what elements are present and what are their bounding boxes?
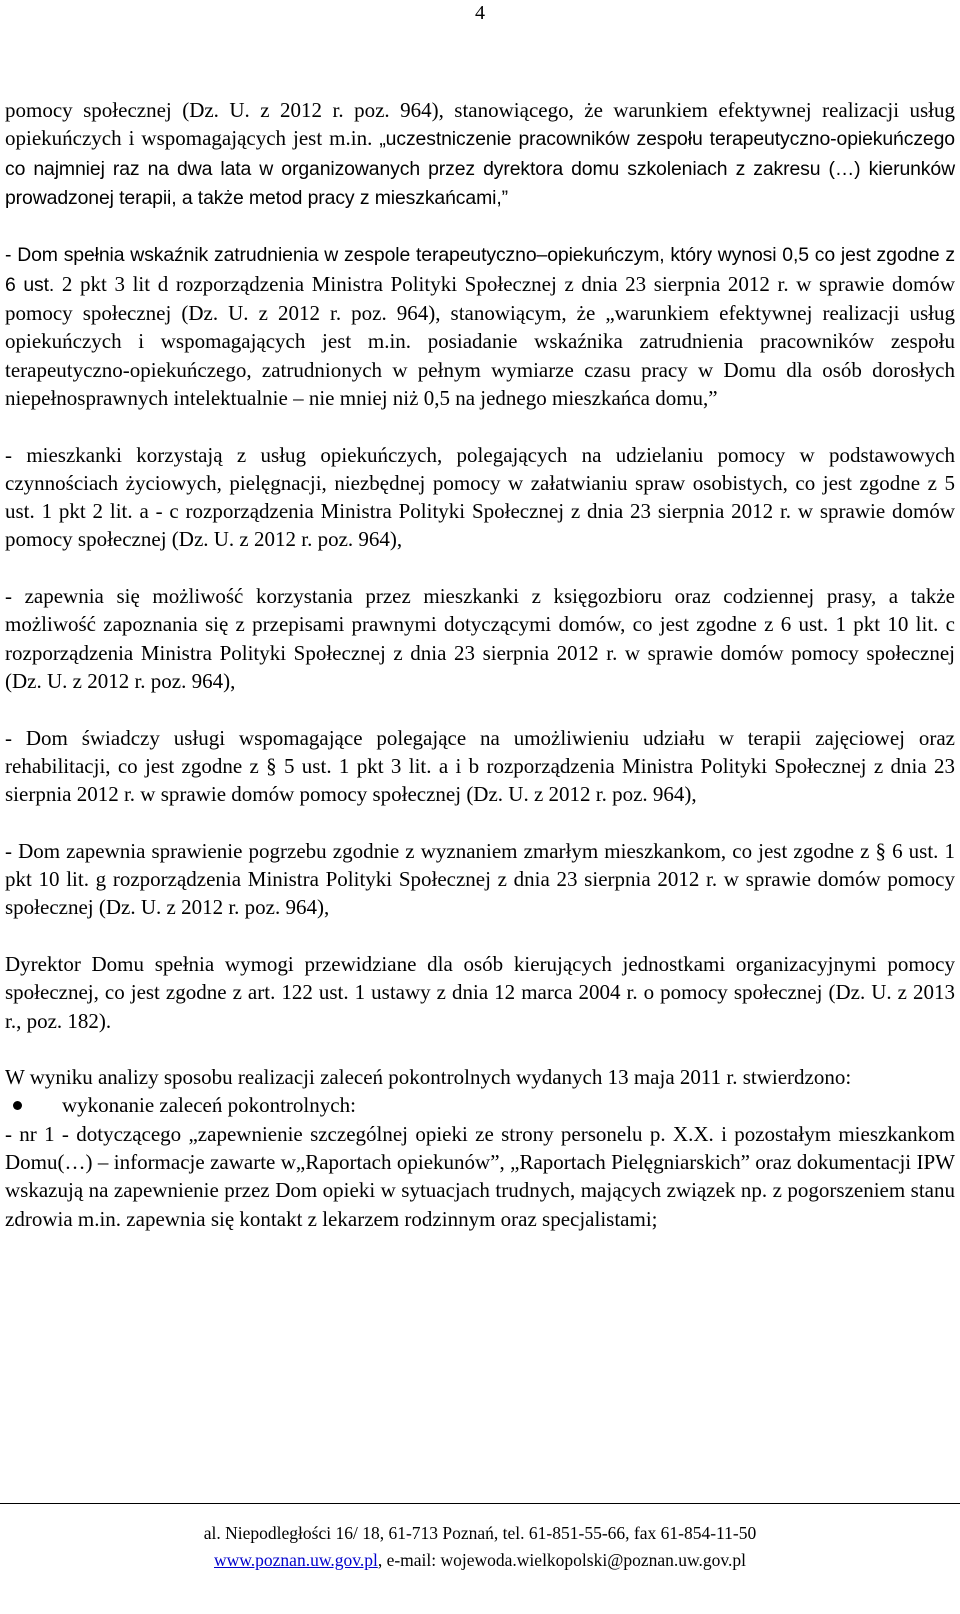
footer-email: , e-mail: wojewoda.wielkopolski@poznan.uw.gov.pl (377, 1550, 746, 1570)
paragraph-text: pomocy społecznej (Dz. U. z 2012 r. poz. 964), stanowiącego, że warunkiem efektywnej realizacji usług opiekuńczych i wspomagających jest m.in. (5, 98, 955, 151)
paragraph-director-requirements (5, 950, 955, 1035)
paragraph-text: Dyrektor Domu spełnia wymogi przewidziane dla osób kierujących jednostkami organizacyjnymi pomocy społecznej, co jest zgodne z art. 122 ust. 1 ustawy z dnia 12 marca 2004 r. o pomocy społecznej (Dz. U. z 2013 r., poz. 182). (5, 951, 955, 1033)
paragraph-text: - Dom zapewnia sprawienie pogrzebu zgodnie z wyznaniem zmarłym mieszkankom, co jest zgodne z § 6 ust. 1 pkt 10 lit. g rozporządzenia Ministra Polityki Społecznej z dnia 23 sierpnia 2012 r. w sprawie domów pomocy społecznej (Dz. U. z 2012 r. poz. 964), (5, 838, 955, 920)
paragraph-care-services (5, 441, 955, 554)
paragraph-therapy-services (5, 724, 955, 809)
paragraph-text: - Dom świadczy usługi wspomagające polegające na umożliwieniu udziału w terapii zajęciowej oraz rehabilitacji, co jest zgodne z § 5 ust. 1 pkt 3 lit. a i b rozporządzenia Ministra Polityki Społecznej z dnia 23 sierpnia 2012 r. w sprawie domów pomocy społecznej (Dz. U. z 2012 r. poz. 964), (5, 725, 955, 807)
footer-contact (0, 1547, 960, 1574)
paragraph-recommendation-1: - nr 1 - dotyczącego „zapewnienie szczególnej opieki ze strony personelu p. X.X. i pozostałym mieszkankom Domu(…) – informacje zawarte w„Raportach opiekunów”, „Raportach Pielęgniarskich” oraz dokumentacji IPW wskazują na zapewnienie przez Dom opieki w sytuacjach trudnych, mających związek np. z pogorszeniem stanu zdrowia m.in. zapewnia się kontakt z lekarzem rodzinnym oraz specjalistami; (5, 1121, 955, 1231)
paragraph-funeral (5, 837, 955, 922)
quoted-regulation-text: „uczestniczenie pracowników zespołu terapeutyczno-opiekuńczego co najmniej raz na dwa lata w organizowanych przez dyrektora domu szkoleniach z zakresu (…) kierunków prowadzonej terapii, a także metod pracy z mieszkańcami,” (5, 128, 955, 209)
paragraph-text: - mieszkanki korzystają z usług opiekuńczych, polegających na udzielaniu pomocy w podstawowych czynnościach życiowych, pielęgnacji, niezbędnej pomocy w załatwianiu spraw osobistych, co jest zgodne z 5 ust. 1 pkt 2 lit. a - c rozporządzenia Ministra Polityki Społecznej z dnia 23 sierpnia 2012 r. w sprawie domów pomocy społecznej (Dz. U. z 2012 r. poz. 964), (5, 442, 955, 552)
page-number: 4 (475, 2, 485, 24)
paragraph-continuation (5, 96, 955, 212)
paragraph-employment-ratio (5, 240, 955, 412)
footer-divider (0, 1503, 960, 1504)
website-link[interactable]: www.poznan.uw.gov.pl (214, 1550, 378, 1570)
paragraph-text: - Dom spełnia wskaźnik zatrudnienia w zespole terapeutyczno–opiekuńczym, który wynosi 0,5 co jest zgodne z 6 ust. (5, 244, 955, 296)
paragraph-library-access (5, 582, 955, 695)
paragraph-text: 2 pkt 3 lit d rozporządzenia Ministra Polityki Społecznej z dnia 23 sierpnia 2012 r. w sprawie domów pomocy społecznej (Dz. U. z 2012 r. poz. 964), stanowiącym, że „warunkiem efektywnej realizacji usług opiekuńczych i wspomagających jest m.in. posiadanie wskaźnika zatrudnienia pracowników zespołu terapeutyczno-opiekuńczego, zatrudnionych w pełnym wymiarze czasu pracy w Domu dla osób dorosłych niepełnosprawnych intelektualnie – nie mniej niż 0,5 na jednego mieszkańca domu,” (5, 271, 955, 410)
paragraph-text: W wyniku analizy sposobu realizacji zaleceń pokontrolnych wydanych 13 maja 2011 r. stwierdzono: (5, 1065, 852, 1090)
paragraph-text: - zapewnia się możliwość korzystania przez mieszkanki z księgozbioru oraz codziennej prasy, a także możliwość zapoznania się z przepisami prawnymi dotyczącymi domów, co jest zgodne z 6 ust. 1 pkt 10 lit. c rozporządzenia Ministra Polityki Społecznej z dnia 23 sierpnia 2012 r. w sprawie domów pomocy społecznej (Dz. U. z 2012 r. poz. 964), (5, 584, 955, 693)
bullet-item (5, 1091, 955, 1119)
bullet-text: wykonanie zaleceń pokontrolnych: (62, 1093, 356, 1118)
page-footer (0, 1520, 960, 1574)
paragraph-analysis-intro (5, 1063, 955, 1091)
footer-address: al. Niepodległości 16/ 18, 61-713 Poznań, tel. 61-851-55-66, fax 61-854-11-50 (203, 1523, 757, 1543)
bullet-dot-icon (5, 1091, 62, 1119)
document-body (5, 96, 955, 1233)
